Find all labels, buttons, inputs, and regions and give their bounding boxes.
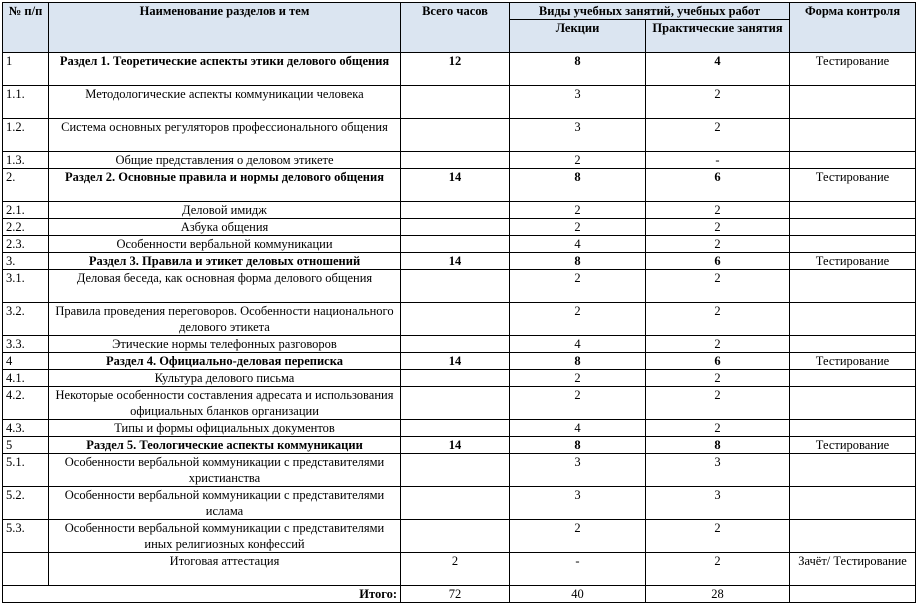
row-num: 2.2.: [3, 219, 49, 236]
row-lectures: 8: [510, 253, 646, 270]
row-total-hours: [401, 202, 510, 219]
row-practice: 6: [646, 169, 790, 202]
row-total-hours: [401, 270, 510, 303]
row-practice: 3: [646, 487, 790, 520]
row-name: Раздел 4. Официально-деловая переписка: [49, 353, 401, 370]
row-lectures: 3: [510, 86, 646, 119]
row-num: 1: [3, 53, 49, 86]
row-lectures: 4: [510, 336, 646, 353]
totals-row: [3, 586, 916, 603]
row-name: Система основных регуляторов профессионального общения: [49, 119, 401, 152]
row-practice: 2: [646, 303, 790, 336]
topic-row: [3, 454, 916, 487]
row-practice: 3: [646, 454, 790, 487]
topic-row: [3, 553, 916, 586]
row-lectures: 4: [510, 236, 646, 253]
topic-row: [3, 202, 916, 219]
row-lectures: 3: [510, 119, 646, 152]
row-practice: 2: [646, 420, 790, 437]
topic-row: [3, 370, 916, 387]
topic-row: [3, 270, 916, 303]
row-num: 3.2.: [3, 303, 49, 336]
row-name: Типы и формы официальных документов: [49, 420, 401, 437]
row-control-form: [790, 236, 916, 253]
row-practice: 6: [646, 253, 790, 270]
row-name: Раздел 5. Теологические аспекты коммуникации: [49, 437, 401, 454]
row-total-hours: 2: [401, 553, 510, 586]
row-num: 5.1.: [3, 454, 49, 487]
topic-row: [3, 420, 916, 437]
row-total-hours: [401, 303, 510, 336]
topic-row: [3, 86, 916, 119]
row-control-form: Тестирование: [790, 253, 916, 270]
section-row: [3, 353, 916, 370]
row-practice: -: [646, 152, 790, 169]
row-lectures: 2: [510, 202, 646, 219]
row-total-hours: [401, 420, 510, 437]
row-control-form: [790, 520, 916, 553]
row-num: 2.: [3, 169, 49, 202]
row-total-hours: [401, 336, 510, 353]
row-lectures: 8: [510, 353, 646, 370]
row-name: Этические нормы телефонных разговоров: [49, 336, 401, 353]
topic-row: [3, 236, 916, 253]
row-num: 4.3.: [3, 420, 49, 437]
row-control-form: [790, 487, 916, 520]
row-name: Итоговая аттестация: [49, 553, 401, 586]
row-practice: 2: [646, 219, 790, 236]
row-name: Правила проведения переговоров. Особенности национального делового этикета: [49, 303, 401, 336]
row-num: 5.2.: [3, 487, 49, 520]
row-lectures: 2: [510, 370, 646, 387]
row-control-form: [790, 119, 916, 152]
row-lectures: 2: [510, 270, 646, 303]
row-control-form: [790, 454, 916, 487]
row-lectures: 4: [510, 420, 646, 437]
row-practice: 2: [646, 553, 790, 586]
row-total-hours: [401, 86, 510, 119]
row-lectures: 2: [510, 219, 646, 236]
row-practice: 4: [646, 53, 790, 86]
row-total-hours: [401, 152, 510, 169]
row-name: Особенности вербальной коммуникации с представителями христианства: [49, 454, 401, 487]
totals-lectures: 40: [510, 586, 646, 603]
row-total-hours: 12: [401, 53, 510, 86]
row-name: Раздел 1. Теоретические аспекты этики делового общения: [49, 53, 401, 86]
row-name: Культура делового письма: [49, 370, 401, 387]
row-control-form: [790, 336, 916, 353]
row-control-form: [790, 303, 916, 336]
row-num: 4.2.: [3, 387, 49, 420]
row-practice: 2: [646, 370, 790, 387]
topic-row: [3, 303, 916, 336]
header-lectures: Лекции: [510, 20, 646, 53]
row-total-hours: [401, 387, 510, 420]
totals-practice: 28: [646, 586, 790, 603]
row-total-hours: 14: [401, 353, 510, 370]
row-practice: 6: [646, 353, 790, 370]
row-total-hours: [401, 454, 510, 487]
row-practice: 2: [646, 86, 790, 119]
topic-row: [3, 219, 916, 236]
topic-row: [3, 520, 916, 553]
row-lectures: 2: [510, 520, 646, 553]
row-control-form: Тестирование: [790, 53, 916, 86]
row-num: 5.3.: [3, 520, 49, 553]
row-practice: 2: [646, 520, 790, 553]
header-name: Наименование разделов и тем: [49, 3, 401, 53]
row-control-form: [790, 219, 916, 236]
row-num: 2.3.: [3, 236, 49, 253]
row-total-hours: [401, 119, 510, 152]
row-num: 4: [3, 353, 49, 370]
header-num: № п/п: [3, 3, 49, 53]
row-practice: 2: [646, 236, 790, 253]
row-lectures: 2: [510, 387, 646, 420]
row-name: Раздел 3. Правила и этикет деловых отношений: [49, 253, 401, 270]
topic-row: [3, 336, 916, 353]
row-lectures: 2: [510, 303, 646, 336]
row-practice: 2: [646, 336, 790, 353]
row-num: 3.3.: [3, 336, 49, 353]
row-total-hours: [401, 219, 510, 236]
header-control-form: Форма контроля: [790, 3, 916, 53]
row-name: Методологические аспекты коммуникации человека: [49, 86, 401, 119]
row-control-form: [790, 387, 916, 420]
row-total-hours: [401, 370, 510, 387]
topic-row: [3, 387, 916, 420]
row-practice: 2: [646, 387, 790, 420]
row-control-form: Зачёт/ Тестирование: [790, 553, 916, 586]
totals-label: Итого:: [3, 586, 401, 603]
row-lectures: 8: [510, 53, 646, 86]
row-name: Особенности вербальной коммуникации: [49, 236, 401, 253]
row-name: Общие представления о деловом этикете: [49, 152, 401, 169]
row-control-form: [790, 202, 916, 219]
row-name: Деловой имидж: [49, 202, 401, 219]
section-row: [3, 437, 916, 454]
topic-row: [3, 119, 916, 152]
row-num: [3, 553, 49, 586]
row-control-form: [790, 86, 916, 119]
row-lectures: 8: [510, 437, 646, 454]
row-lectures: 2: [510, 152, 646, 169]
section-row: [3, 53, 916, 86]
row-num: 2.1.: [3, 202, 49, 219]
row-name: Некоторые особенности составления адресата и использования официальных бланков организации: [49, 387, 401, 420]
row-total-hours: [401, 487, 510, 520]
row-name: Азбука общения: [49, 219, 401, 236]
row-lectures: 8: [510, 169, 646, 202]
row-control-form: Тестирование: [790, 169, 916, 202]
row-practice: 8: [646, 437, 790, 454]
topic-row: [3, 152, 916, 169]
row-num: 3.1.: [3, 270, 49, 303]
section-row: [3, 169, 916, 202]
curriculum-table: [2, 2, 916, 603]
row-num: 1.1.: [3, 86, 49, 119]
row-practice: 2: [646, 202, 790, 219]
row-lectures: -: [510, 553, 646, 586]
row-lectures: 3: [510, 487, 646, 520]
row-total-hours: 14: [401, 169, 510, 202]
row-control-form: [790, 270, 916, 303]
row-name: Раздел 2. Основные правила и нормы делового общения: [49, 169, 401, 202]
row-num: 5: [3, 437, 49, 454]
section-row: [3, 253, 916, 270]
row-total-hours: 14: [401, 253, 510, 270]
row-control-form: Тестирование: [790, 353, 916, 370]
topic-row: [3, 487, 916, 520]
row-total-hours: 14: [401, 437, 510, 454]
totals-control: [790, 586, 916, 603]
row-name: Особенности вербальной коммуникации с представителями иных религиозных конфессий: [49, 520, 401, 553]
row-control-form: [790, 152, 916, 169]
row-lectures: 3: [510, 454, 646, 487]
row-num: 1.2.: [3, 119, 49, 152]
row-num: 3.: [3, 253, 49, 270]
row-practice: 2: [646, 270, 790, 303]
header-activity-types: Виды учебных занятий, учебных работ: [510, 3, 790, 20]
row-num: 4.1.: [3, 370, 49, 387]
row-control-form: [790, 370, 916, 387]
row-name: Деловая беседа, как основная форма делового общения: [49, 270, 401, 303]
row-num: 1.3.: [3, 152, 49, 169]
header-practice: Практические занятия: [646, 20, 790, 53]
row-control-form: [790, 420, 916, 437]
row-name: Особенности вербальной коммуникации с представителями ислама: [49, 487, 401, 520]
row-total-hours: [401, 236, 510, 253]
row-total-hours: [401, 520, 510, 553]
header-total-hours: Всего часов: [401, 3, 510, 53]
row-control-form: Тестирование: [790, 437, 916, 454]
row-practice: 2: [646, 119, 790, 152]
totals-total-hours: 72: [401, 586, 510, 603]
